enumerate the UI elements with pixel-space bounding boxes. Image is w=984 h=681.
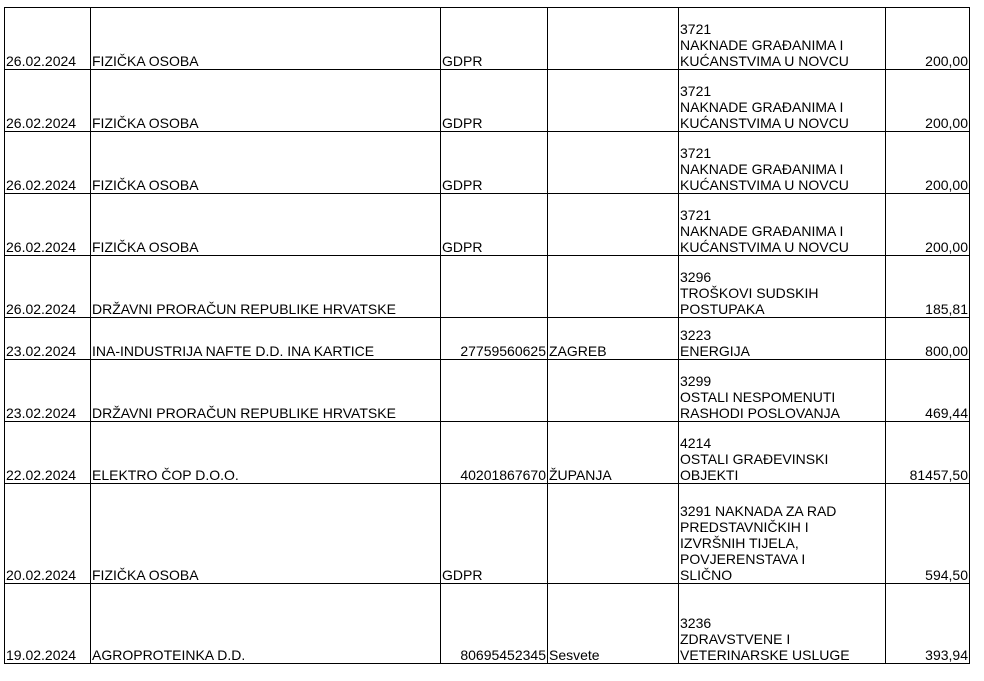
account-cell: 3223 ENERGIJA: [679, 318, 886, 360]
place-cell: [548, 360, 679, 422]
account-cell: 3721 NAKNADE GRAĐANIMA I KUĆANSTVIMA U NOVCU: [679, 70, 886, 132]
oib-cell: [441, 360, 548, 422]
payee-cell: FIZIČKA OSOBA: [91, 132, 441, 194]
place-cell: [548, 132, 679, 194]
place-cell: [548, 8, 679, 70]
payee-cell: FIZIČKA OSOBA: [91, 194, 441, 256]
oib-cell: GDPR: [441, 484, 548, 584]
place-cell: ZAGREB: [548, 318, 679, 360]
account-cell: 3299 OSTALI NESPOMENUTI RASHODI POSLOVANJA: [679, 360, 886, 422]
amount-cell: 200,00: [886, 70, 970, 132]
account-cell: 3291 NAKNADA ZA RAD PREDSTAVNIČKIH I IZVRŠNIH TIJELA, POVJERENSTAVA I SLIČNO: [679, 484, 886, 584]
date-cell: 26.02.2024: [5, 194, 91, 256]
place-cell: [548, 484, 679, 584]
oib-cell: GDPR: [441, 194, 548, 256]
oib-cell: 80695452345: [441, 584, 548, 664]
place-cell: [548, 194, 679, 256]
payee-cell: DRŽAVNI PRORAČUN REPUBLIKE HRVATSKE: [91, 256, 441, 318]
table-row: [5, 132, 970, 194]
date-cell: 22.02.2024: [5, 422, 91, 484]
payee-cell: FIZIČKA OSOBA: [91, 70, 441, 132]
account-cell: 3721 NAKNADE GRAĐANIMA I KUĆANSTVIMA U NOVCU: [679, 8, 886, 70]
oib-cell: [441, 256, 548, 318]
date-cell: 26.02.2024: [5, 132, 91, 194]
date-cell: 23.02.2024: [5, 360, 91, 422]
place-cell: Sesvete: [548, 584, 679, 664]
table-row: [5, 360, 970, 422]
table-row: [5, 70, 970, 132]
payments-table: [4, 7, 970, 664]
place-cell: ŽUPANJA: [548, 422, 679, 484]
amount-cell: 81457,50: [886, 422, 970, 484]
amount-cell: 200,00: [886, 194, 970, 256]
amount-cell: 185,81: [886, 256, 970, 318]
table-row: [5, 484, 970, 584]
payee-cell: FIZIČKA OSOBA: [91, 8, 441, 70]
amount-cell: 393,94: [886, 584, 970, 664]
oib-cell: 40201867670: [441, 422, 548, 484]
oib-cell: 27759560625: [441, 318, 548, 360]
date-cell: 23.02.2024: [5, 318, 91, 360]
amount-cell: 200,00: [886, 132, 970, 194]
table-row: [5, 318, 970, 360]
payee-cell: ELEKTRO ČOP D.O.O.: [91, 422, 441, 484]
amount-cell: 800,00: [886, 318, 970, 360]
payee-cell: DRŽAVNI PRORAČUN REPUBLIKE HRVATSKE: [91, 360, 441, 422]
place-cell: [548, 256, 679, 318]
amount-cell: 594,50: [886, 484, 970, 584]
oib-cell: GDPR: [441, 132, 548, 194]
table-row: [5, 8, 970, 70]
account-cell: 4214 OSTALI GRAĐEVINSKI OBJEKTI: [679, 422, 886, 484]
date-cell: 26.02.2024: [5, 256, 91, 318]
payee-cell: INA-INDUSTRIJA NAFTE D.D. INA KARTICE: [91, 318, 441, 360]
table-row: [5, 422, 970, 484]
date-cell: 19.02.2024: [5, 584, 91, 664]
table-row: [5, 194, 970, 256]
oib-cell: GDPR: [441, 8, 548, 70]
account-cell: 3296 TROŠKOVI SUDSKIH POSTUPAKA: [679, 256, 886, 318]
oib-cell: GDPR: [441, 70, 548, 132]
table-row: [5, 256, 970, 318]
account-cell: 3236 ZDRAVSTVENE I VETERINARSKE USLUGE: [679, 584, 886, 664]
payee-cell: FIZIČKA OSOBA: [91, 484, 441, 584]
date-cell: 20.02.2024: [5, 484, 91, 584]
amount-cell: 469,44: [886, 360, 970, 422]
payee-cell: AGROPROTEINKA D.D.: [91, 584, 441, 664]
date-cell: 26.02.2024: [5, 8, 91, 70]
account-cell: 3721 NAKNADE GRAĐANIMA I KUĆANSTVIMA U NOVCU: [679, 132, 886, 194]
account-cell: 3721 NAKNADE GRAĐANIMA I KUĆANSTVIMA U NOVCU: [679, 194, 886, 256]
amount-cell: 200,00: [886, 8, 970, 70]
date-cell: 26.02.2024: [5, 70, 91, 132]
table-row: [5, 584, 970, 664]
place-cell: [548, 70, 679, 132]
